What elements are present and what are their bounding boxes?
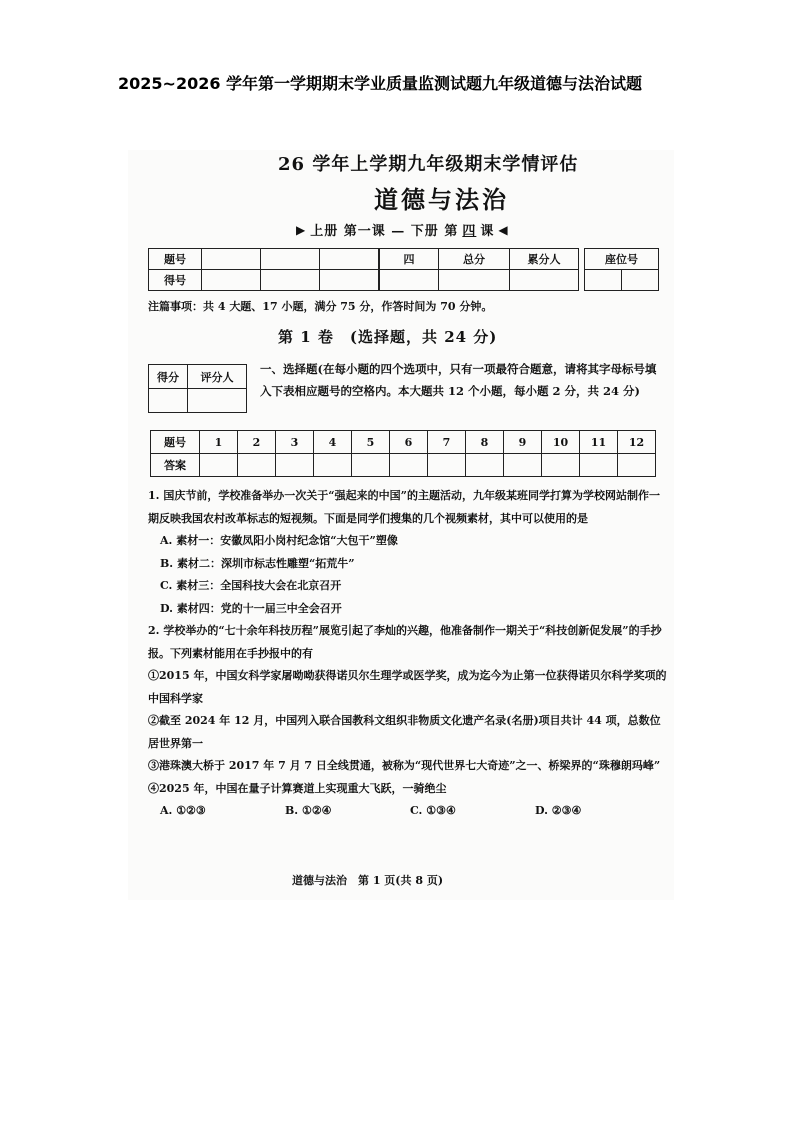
question-2-item: ②截至 2024 年 12 月，中国列入联合国教科文组织非物质文化遗产名录(名册)项目共计 44 项，总数位居世界第一: [148, 714, 661, 750]
question-2-option: C. ①③④: [410, 804, 456, 817]
question-2-stem: 2. 学校举办的“七十余年科技历程”展览引起了李灿的兴趣，他准备制作一期关于“科技创新促发展”的手抄报。下列素材能用在手抄报中的有: [148, 624, 662, 660]
question-2-option: A. ①②③: [160, 804, 206, 817]
score-blank[interactable]: [261, 270, 320, 291]
triangle-left-icon: ◀: [498, 222, 509, 237]
score-cell: 四: [380, 249, 439, 270]
question-number: 2: [238, 431, 276, 454]
grader-name-label: 评分人: [188, 365, 247, 389]
document-title: 2025~2026 学年第一学期期末学业质量监测试题九年级道德与法治试题: [118, 74, 643, 93]
score-row-label: 得号: [149, 270, 202, 291]
seat-table: [584, 248, 659, 291]
question-1-option: B. 素材二：深圳市标志性雕塑“拓荒牛”: [160, 556, 355, 570]
question-2-item: ③港珠澳大桥于 2017 年 7 月 7 日全线贯通，被称为“现代世界七大奇迹”之一、桥梁界的“珠穆朗玛峰”: [148, 759, 661, 772]
answer-cell[interactable]: [466, 454, 504, 477]
grader-table: [148, 364, 247, 413]
question-2-options: [160, 800, 668, 823]
range-num: 四: [462, 224, 477, 239]
score-cell: [202, 249, 261, 270]
section-instruction: 一、选择题(在每小题的四个选项中，只有一项最符合题意，请将其字母标号填入下表相应题号的空格内。本大题共 12 个小题，每小题 2 分，共 24 分): [260, 362, 657, 398]
range-left: 上册 第一课 — 下册 第: [310, 224, 459, 239]
question-number: 4: [314, 431, 352, 454]
score-cell: [320, 249, 379, 270]
answer-cell[interactable]: [276, 454, 314, 477]
scanned-exam-page: [128, 150, 674, 900]
grader-score-blank[interactable]: [149, 389, 188, 413]
answer-cell[interactable]: [390, 454, 428, 477]
question-2-item: ④2025 年，中国在量子计算赛道上实现重大飞跃，一骑绝尘: [148, 781, 447, 795]
question-1-stem: 1. 国庆节前，学校准备举办一次关于“强起来的中国”的主题活动，九年级某班同学打算为学校网站制作一期反映我国农村改革标志的短视频。下面是同学们搜集的几个视频素材，其中可以使用的是: [148, 489, 660, 525]
score-blank[interactable]: [439, 270, 510, 291]
grader-score-label: 得分: [149, 365, 188, 389]
section-title: 第 1 卷 (选择题，共 24 分): [278, 328, 498, 346]
seat-label: 座位号: [585, 249, 659, 270]
range-right: 课: [480, 224, 495, 239]
grader-name-blank[interactable]: [188, 389, 247, 413]
seat-blank[interactable]: [622, 270, 659, 291]
answer-table: [150, 430, 656, 477]
score-cell: 题号: [149, 249, 202, 270]
answer-cell[interactable]: [580, 454, 618, 477]
exam-header: 26 学年上学期九年级期末学情评估: [278, 154, 579, 175]
score-cell: 累分人: [510, 249, 579, 270]
score-cell: 总分: [439, 249, 510, 270]
score-table: [148, 248, 579, 291]
question-number: 12: [618, 431, 656, 454]
question-number: 5: [352, 431, 390, 454]
answer-cell[interactable]: [352, 454, 390, 477]
answer-cell[interactable]: [314, 454, 352, 477]
exam-notice: 注篇事项：共 4 大题、17 小题，满分 75 分，作答时间为 70 分钟。: [148, 300, 493, 313]
triangle-right-icon: ▶: [296, 222, 307, 237]
question-number: 11: [580, 431, 618, 454]
answer-cell[interactable]: [618, 454, 656, 477]
question-1-option: A. 素材一：安徽凤阳小岗村纪念馆“大包干”塑像: [160, 534, 398, 547]
answer-row-label: 答案: [151, 454, 200, 477]
answer-cell[interactable]: [542, 454, 580, 477]
question-number: 6: [390, 431, 428, 454]
question-number: 3: [276, 431, 314, 454]
question-list: [148, 485, 668, 823]
question-number: 10: [542, 431, 580, 454]
page-footer: 道德与法治 第 1 页(共 8 页): [292, 874, 444, 887]
question-number: 1: [200, 431, 238, 454]
answer-cell[interactable]: [428, 454, 466, 477]
answer-cell[interactable]: [238, 454, 276, 477]
exam-range: [296, 220, 509, 239]
answer-cell[interactable]: [504, 454, 542, 477]
question-2-option: D. ②③④: [535, 804, 582, 817]
exam-subject: 道德与法治: [374, 185, 509, 214]
question-number: 9: [504, 431, 542, 454]
score-blank[interactable]: [510, 270, 579, 291]
question-2-option: B. ①②④: [285, 804, 332, 817]
score-blank[interactable]: [202, 270, 261, 291]
question-1-option: C. 素材三：全国科技大会在北京召开: [160, 579, 342, 592]
answer-cell[interactable]: [200, 454, 238, 477]
question-2-item: ①2015 年，中国女科学家屠呦呦获得诺贝尔生理学或医学奖，成为迄今为止第一位获得诺贝尔科学奖项的中国科学家: [148, 669, 667, 705]
question-number: 8: [466, 431, 504, 454]
question-1-option: D. 素材四：党的十一届三中全会召开: [160, 601, 342, 615]
score-blank[interactable]: [320, 270, 379, 291]
score-cell: [261, 249, 320, 270]
score-blank[interactable]: [380, 270, 439, 291]
question-number: 7: [428, 431, 466, 454]
answer-row-label: 题号: [151, 431, 200, 454]
seat-blank[interactable]: [585, 270, 622, 291]
